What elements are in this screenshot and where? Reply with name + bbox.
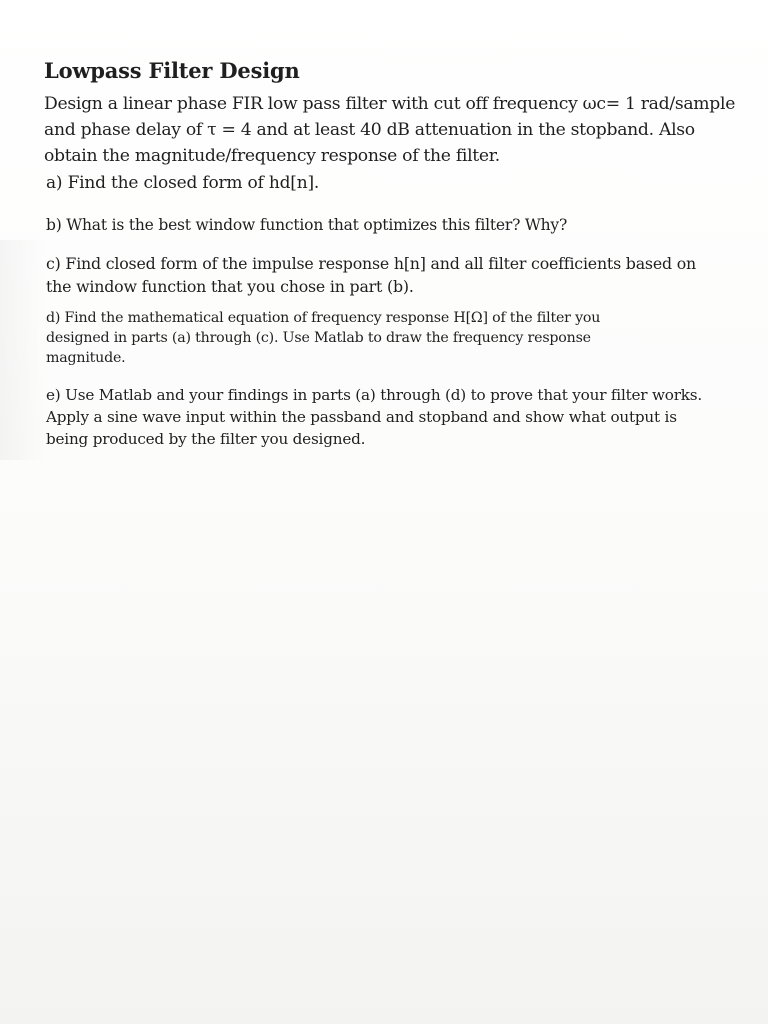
document-title: Lowpass Filter Design <box>44 58 300 83</box>
question-e: e) Use Matlab and your findings in parts (a) through (d) to prove that your filter works. Apply a sine wave input within the passband and stopband and show what output is being produced by the filter you designed. <box>46 386 703 448</box>
page-shadow <box>0 240 46 460</box>
problem-statement: Design a linear phase FIR low pass filter with cut off frequency ωc= 1 rad/sample and phase delay of τ = 4 and at least 40 dB attenuation in the stopband. Also obtain the magnitude/frequency response of the filter. <box>44 94 736 166</box>
question-d: d) Find the mathematical equation of frequency response H[Ω] of the filter you designed in parts (a) through (c). Use Matlab to draw the frequency response magnitude. <box>46 310 601 366</box>
question-b: b) What is the best window function that optimizes this filter? Why? <box>46 216 568 234</box>
question-a: a) Find the closed form of hd[n]. <box>46 173 320 193</box>
question-c: c) Find closed form of the impulse response h[n] and all filter coefficients based on the window function that you chose in part (b). <box>46 254 696 296</box>
